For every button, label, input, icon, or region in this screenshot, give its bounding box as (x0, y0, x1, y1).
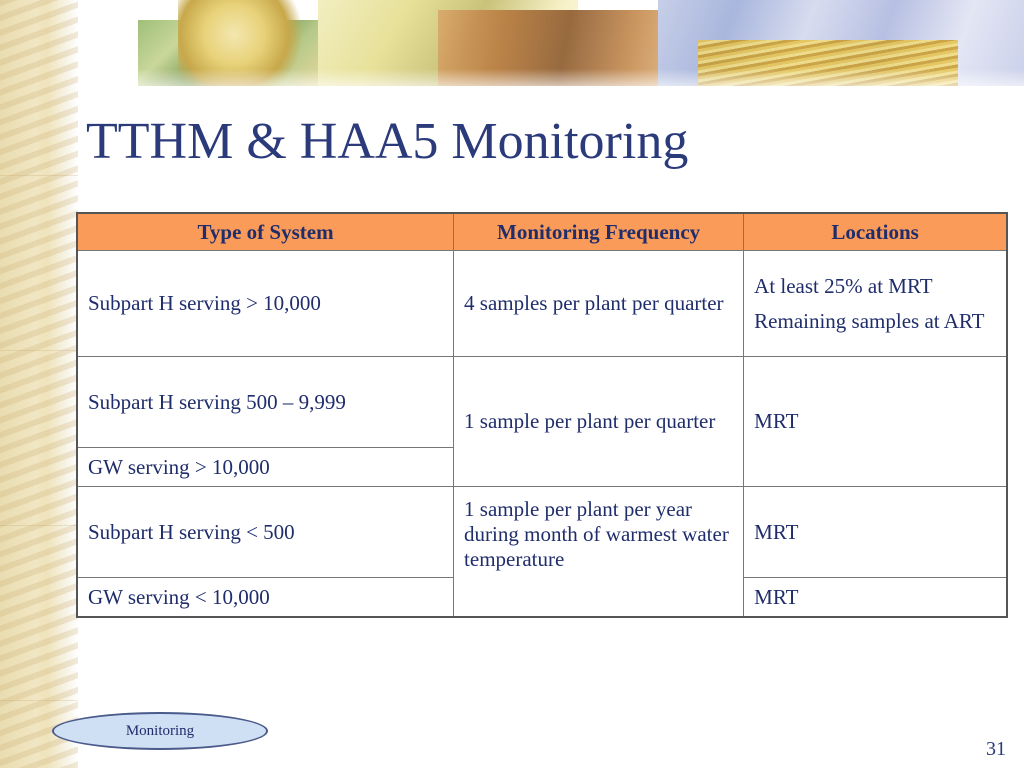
system-cell: Subpart H serving > 10,000 (77, 251, 454, 357)
table-header-row (77, 213, 1007, 251)
header-monitoring-frequency: Monitoring Frequency (454, 213, 744, 251)
frequency-cell: 1 sample per plant per quarter (454, 357, 744, 487)
header-locations: Locations (744, 213, 1007, 251)
system-cell: Subpart H serving < 500 (77, 487, 454, 578)
frequency-cell: 4 samples per plant per quarter (454, 251, 744, 357)
location-line: Remaining samples at ART (754, 308, 985, 333)
frequency-cell: 1 sample per plant per year during month of warmest water temperature (454, 487, 744, 618)
locations-cell: MRT (744, 578, 1007, 618)
system-cell: GW serving > 10,000 (77, 448, 454, 487)
monitoring-table (76, 212, 1008, 618)
header-type-of-system: Type of System (77, 213, 454, 251)
system-cell: GW serving < 10,000 (77, 578, 454, 618)
top-collage-banner (138, 0, 1024, 86)
page-number: 31 (986, 738, 1006, 760)
location-line: At least 25% at MRT (754, 273, 933, 298)
table-row (77, 251, 1007, 357)
footer-section-label: Monitoring (52, 712, 268, 750)
system-cell: Subpart H serving 500 – 9,999 (77, 357, 454, 448)
left-parchment-strip (0, 0, 78, 768)
locations-cell (744, 251, 1007, 357)
table-row (77, 487, 1007, 578)
locations-cell: MRT (744, 357, 1007, 487)
locations-cell: MRT (744, 487, 1007, 578)
slide-title: TTHM & HAA5 Monitoring (86, 113, 689, 170)
table-row (77, 357, 1007, 448)
